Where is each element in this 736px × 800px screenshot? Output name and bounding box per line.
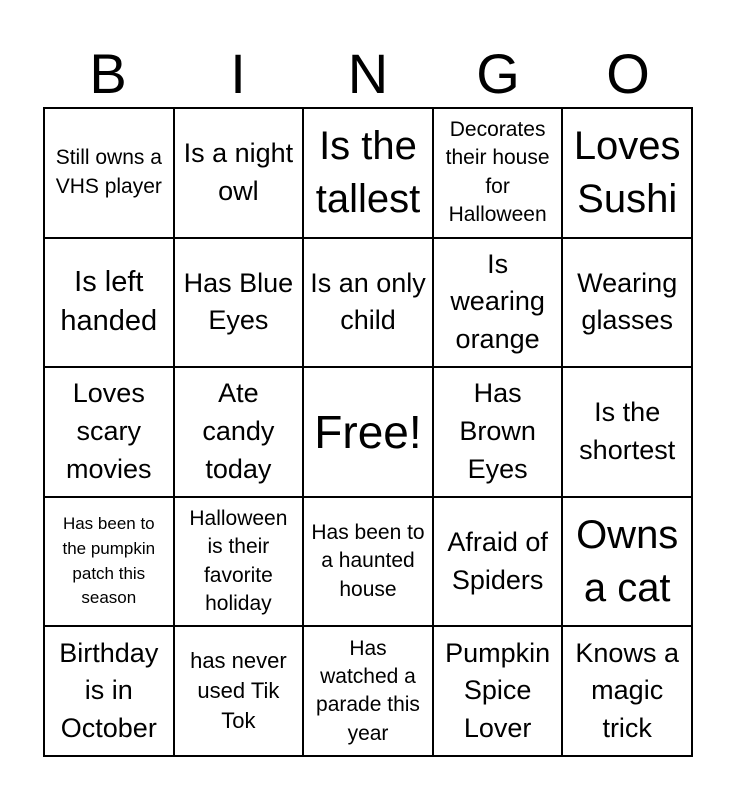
bingo-cell[interactable]: Wearing glasses — [562, 238, 692, 368]
bingo-cell[interactable]: Ate candy today — [174, 367, 304, 497]
bingo-cell[interactable]: Knows a magic trick — [562, 626, 692, 756]
bingo-cell[interactable]: Pumpkin Spice Lover — [433, 626, 563, 756]
bingo-cell[interactable]: Has been to a haunted house — [303, 497, 433, 627]
header-letter-g: G — [476, 42, 520, 105]
bingo-cell[interactable]: Is the tallest — [303, 108, 433, 238]
bingo-cell[interactable]: Is left handed — [44, 238, 174, 368]
bingo-cell[interactable]: Halloween is their favorite holiday — [174, 497, 304, 627]
bingo-cell[interactable]: Is a night owl — [174, 108, 304, 238]
bingo-cell[interactable]: Is wearing orange — [433, 238, 563, 368]
bingo-cell[interactable]: Birthday is in October — [44, 626, 174, 756]
bingo-cell[interactable]: Has Brown Eyes — [433, 367, 563, 497]
bingo-header — [43, 40, 693, 108]
bingo-cell[interactable]: Has watched a parade this year — [303, 626, 433, 756]
bingo-cell[interactable]: Decorates their house for Halloween — [433, 108, 563, 238]
bingo-cell[interactable]: Is an only child — [303, 238, 433, 368]
bingo-cell[interactable]: Has been to the pumpkin patch this season — [44, 497, 174, 627]
header-letter-b: B — [89, 42, 127, 105]
header-letter-n: N — [347, 42, 389, 105]
header-letter-i: I — [230, 42, 246, 105]
bingo-cell[interactable]: Is the shortest — [562, 367, 692, 497]
bingo-cell[interactable]: Owns a cat — [562, 497, 692, 627]
bingo-cell[interactable]: Has Blue Eyes — [174, 238, 304, 368]
bingo-cell[interactable]: Loves scary movies — [44, 367, 174, 497]
free-cell[interactable]: Free! — [303, 367, 433, 497]
bingo-cell[interactable]: Afraid of Spiders — [433, 497, 563, 627]
bingo-cell[interactable]: has never used Tik Tok — [174, 626, 304, 756]
bingo-cell[interactable]: Still owns a VHS player — [44, 108, 174, 238]
header-letter-o: O — [606, 42, 650, 105]
bingo-grid — [43, 107, 693, 757]
bingo-cell[interactable]: Loves Sushi — [562, 108, 692, 238]
